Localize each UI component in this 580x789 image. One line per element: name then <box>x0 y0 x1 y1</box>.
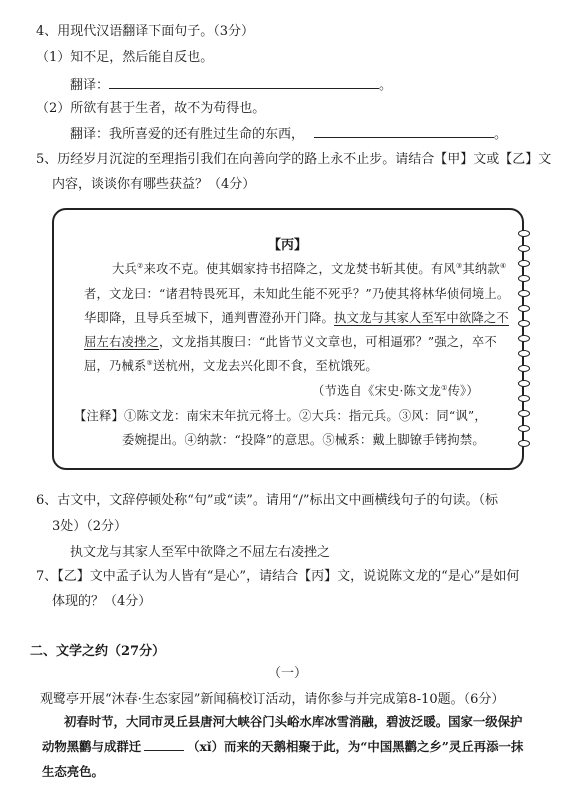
answer-blank[interactable] <box>144 738 184 751</box>
binder-ring-icon <box>518 440 530 447</box>
q6-line-1: 6、古文中，文辞停顿处称“句”或“读”。请用“/”标出文中画横线句子的句读。（标 <box>36 493 499 508</box>
passage-note-2: 委婉提出。④纳款：“投降”的意思。⑤械系：戴上脚镣手铐拘禁。 <box>122 433 485 447</box>
passage-line-4: 屈左右凌挫之，文龙指其腹曰：“此皆节义文章也，可相逼邪？”强之，卒不 <box>84 335 497 349</box>
answer-blank[interactable] <box>109 76 379 89</box>
binder-ring-icon <box>518 395 530 402</box>
q4-sentence-1: （1）知不足，然后能自反也。 <box>36 50 214 65</box>
binder-ring-icon <box>518 320 530 327</box>
passage-source: （节选自《宋史·陈文龙①传》） <box>312 383 479 398</box>
q4-sentence-2: （2）所欲有甚于生者，故不为苟得也。 <box>36 101 266 116</box>
translation-label: 翻译： <box>70 78 110 93</box>
news-paragraph-line-2: 动物黑鹳与成群迁 （xǐ）而来的天鹅相聚于此，为“中国黑鹳之乡”灵丘再添一抹 <box>42 739 524 754</box>
passage-title: 【丙】 <box>268 238 308 253</box>
news-paragraph-line-3: 生态亮色。 <box>42 764 104 779</box>
binder-ring-icon <box>518 260 530 267</box>
q5-line-2: 内容，谈谈你有哪些获益？（4分） <box>52 177 256 192</box>
section-heading: 二、文学之约（27分） <box>30 644 166 659</box>
passage-line-2: 者，文龙曰：“诸君特畏死耳，未知此生能不死乎？”乃使其将林华侦伺境上。 <box>84 287 510 301</box>
section-intro: 观鹭亭开展“沐春·生态家园”新闻稿校订活动，请你参与并完成第8-10题。（6分） <box>40 692 505 707</box>
passage-line-5: 屈，乃械系⑤送杭州，文龙去兴化即不食，至杭饿死。 <box>84 358 378 373</box>
q6-line-2: 3处）（2分） <box>52 519 128 534</box>
binder-ring-icon <box>518 425 530 432</box>
binder-ring-icon <box>518 335 530 342</box>
translation-label: 翻译：我所喜爱的还有胜过生命的东西， <box>70 127 305 142</box>
binder-ring-icon <box>518 365 530 372</box>
binder-ring-icon <box>518 410 530 417</box>
binder-ring-icon <box>518 290 530 297</box>
passage-line-3: 华即降，且导兵至城下，通判曹澄孙开门降。执文龙与其家人至军中欲降之不 <box>84 311 509 325</box>
section-subheading: （一） <box>268 666 308 681</box>
q7-line-2: 体现的？（4分） <box>52 594 152 609</box>
passage-note-1: 【注释】①陈文龙：南宋末年抗元将士。②大兵：指元兵。③风：同“讽”， <box>74 409 487 423</box>
answer-blank[interactable] <box>314 125 494 138</box>
binder-ring-icon <box>518 380 530 387</box>
q4-translation-2: 翻译：我所喜爱的还有胜过生命的东西， 。 <box>70 127 508 142</box>
news-paragraph-line-1: 初春时节，大同市灵丘县唐河大峡谷门头峪水库冰雪消融，碧波泛暖。国家一级保护 <box>64 714 523 729</box>
q7-line-1: 7、【乙】文中孟子认为人皆有“是心”，请结合【丙】文，说说陈文龙的“是心”是如何 <box>36 569 520 584</box>
q4-translation-1: 翻译： 。 <box>70 78 393 93</box>
binder-ring-icon <box>518 245 530 252</box>
underlined-sentence: 屈左右凌挫之 <box>84 335 159 349</box>
binder-ring-icon <box>518 305 530 312</box>
binder-ring-icon <box>518 275 530 282</box>
binder-ring-icon <box>518 230 530 237</box>
q6-sentence[interactable]: 执文龙与其家人至军中欲降之不屈左右凌挫之 <box>70 545 331 560</box>
q4-title: 4、用现代汉语翻译下面句子。（3分） <box>36 24 255 39</box>
underlined-sentence: 执文龙与其家人至军中欲降之不 <box>333 311 509 325</box>
binder-ring-icon <box>518 350 530 357</box>
q5-line-1: 5、历经岁月沉淀的至理指引我们在向善向学的路上永不止步。请结合【甲】文或【乙】文 <box>36 152 552 167</box>
passage-line-1: 大兵②来攻不克。使其姻家持书招降之，文龙焚书斩其使。有风③其纳款④ <box>112 261 507 276</box>
